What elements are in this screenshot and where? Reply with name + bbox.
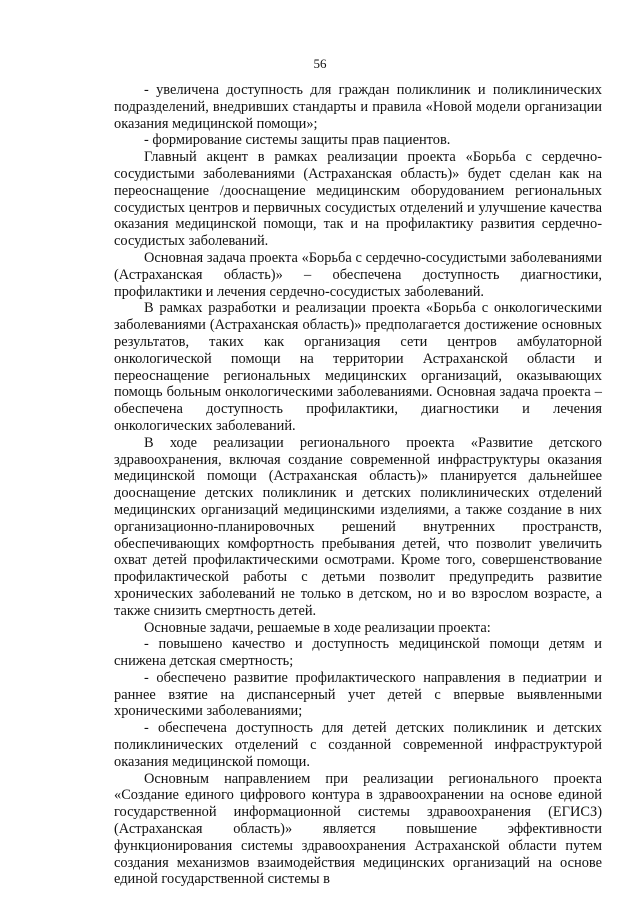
paragraph: - увеличена доступность для граждан поликлиник и поликлинических подразделений, внедривших стандарты и правила «Новой модели организации оказания медицинской помощи»; <box>114 82 602 132</box>
paragraph: - обеспечена доступность для детей детских поликлиник и детских поликлинических отделений с созданной современной инфраструктурой оказания медицинской помощи. <box>114 720 602 770</box>
paragraph: Основные задачи, решаемые в ходе реализации проекта: <box>144 619 491 636</box>
paragraph: Основным направлением при реализации регионального проекта «Создание единого цифрового контура в здравоохранении на основе единой государственной информационной системы здравоохранения (ЕГИСЗ) (Астраханская область)» является повышение эффективности функционирования системы здравоохранения Астраханской области путем создания механизмов взаимодействия медицинских организаций на основе единой государственной системы в <box>114 770 602 888</box>
body-text <box>114 82 602 888</box>
paragraph: - повышено качество и доступность медицинской помощи детям и снижена детская смертность; <box>114 636 602 670</box>
page-number: 56 <box>313 56 327 71</box>
paragraph: В рамках разработки и реализации проекта «Борьба с онкологическими заболеваниями (Астраханская область)» предполагается достижение основных результатов, таких как организация сети центров амбулаторной онкологической помощи на территории Астраханской области и переоснащение региональных медицинских организаций, оказывающих помощь больным онкологическими заболеваниями. Основная задача проекта – обеспечена доступность профилактики, диагностики и лечения онкологических заболеваний. <box>114 300 602 434</box>
paragraph: - формирование системы защиты прав пациентов. <box>144 132 451 149</box>
paragraph: - обеспечено развитие профилактического направления в педиатрии и раннее взятие на диспансерный учет детей с впервые выявленными хроническими заболеваниями; <box>114 669 602 720</box>
paragraph: В ходе реализации регионального проекта «Развитие детского здравоохранения, включая создание современной инфраструктуры оказания медицинской помощи (Астраханская область)» планируется дальнейшее дооснащение детских поликлиник и детских поликлинических отделений медицинских организаций медицинскими изделиями, а также создание в них организационно-планировочных решений внутренних пространств, обеспечивающих комфортность пребывания детей, что позволит увеличить охват детей профилактическими осмотрами. Кроме того, совершенствование профилактической работы с детьми позволит предупредить развитие хронических заболеваний не только в детском, но и во взрослом возрасте, а также снизить смертность детей. <box>114 434 602 619</box>
paragraph: Основная задача проекта «Борьба с сердечно-сосудистыми заболеваниями (Астраханская область)» – обеспечена доступность диагностики, профилактики и лечения сердечно-сосудистых заболеваний. <box>114 249 602 300</box>
paragraph: Главный акцент в рамках реализации проекта «Борьба с сердечно-сосудистыми заболеваниями (Астраханская область)» будет сделан как на переоснащение /дооснащение медицинским оборудованием региональных сосудистых центров и первичных сосудистых отделений и улучшение качества оказания медицинской помощи, так и на профилактику развития сердечно-сосудистых заболеваний. <box>114 149 602 250</box>
